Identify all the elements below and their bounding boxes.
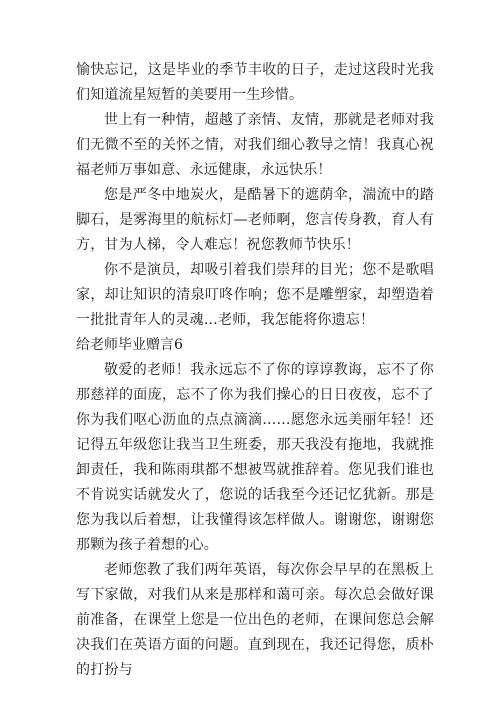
section-heading: 给老师毕业赠言6 — [76, 337, 183, 353]
paragraph-teacher-metaphor: 您是严冬中地炭火，是酷暑下的遮荫伞，湍流中的踏脚石，是雾海里的航标灯—老师啊，您言传身教，育人有方，甘为人梯，令人难忘！祝您教师节快乐！ — [76, 187, 434, 253]
paragraph-english-teacher: 老师您教了我们两年英语，每次你会早早的在黑板上写下家做，对我们从来是那样和蔼可亲。每次总会做好课前准备，在课堂上您是一位出色的老师，在课间您总会解决我们在英语方面的问题。直到现在，我还记得您，质朴的打扮与 — [76, 562, 434, 678]
paragraph-teacher-care: 世上有一种情，超越了亲情、友情，那就是老师对我们无微不至的关怀之情，对我们细心教导之情！我真心祝福老师万事如意、永远健康，永远快乐！ — [76, 112, 434, 178]
paragraph-teacher-not-actor: 你不是演员，却吸引着我们崇拜的目光；您不是歌唱家，却让知识的清泉叮咚作响；您不是雕塑家，却塑造着一批批青年人的灵魂…老师，我怎能将你遗忘！ — [76, 262, 434, 328]
paragraph-continuation: 愉快忘记，这是毕业的季节丰收的日子，走过这段时光我们知道流星短暂的美要用一生珍惜。 — [76, 62, 434, 103]
document-body — [76, 58, 434, 683]
paragraph-dear-teacher: 敬爱的老师！我永远忘不了你的谆谆教诲，忘不了你那慈祥的面庞，忘不了你为我们操心的日日夜夜，忘不了你为我们呕心沥血的点点滴滴……愿您永远美丽年轻！还记得五年级您让我当卫生班委，那天我没有拖地，我就推卸责任，我和陈雨琪都不想被骂就推辞着。您见我们谁也不肯说实话就发火了，您说的话我至今还记忆犹新。那是您为我以后着想，让我懂得该怎样做人。谢谢您，谢谢您那颗为孩子着想的心。 — [76, 362, 434, 553]
